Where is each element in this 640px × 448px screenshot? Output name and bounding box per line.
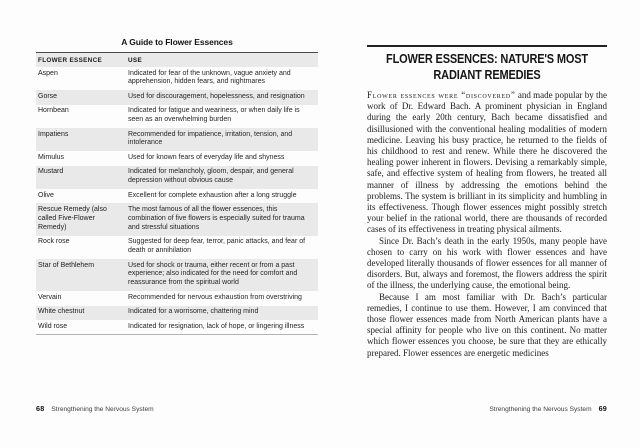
right-footer [489, 404, 607, 413]
essence-name-cell: Mustard [38, 168, 64, 176]
essence-name-cell: Aspen [38, 69, 58, 77]
section-rule [367, 45, 607, 47]
essence-use-cell: Used for known fears of everyday life and shyness [128, 153, 285, 161]
table-row [36, 67, 318, 90]
essence-table-header [36, 53, 318, 67]
table-row [36, 105, 318, 128]
essence-name-cell: Mimulus [38, 153, 65, 161]
table-row [36, 189, 318, 203]
table-row [36, 306, 318, 320]
table-row [36, 291, 318, 305]
table-row [36, 320, 318, 334]
heading-line-2: RADIANT REMEDIES [433, 67, 541, 82]
table-row [36, 90, 318, 104]
essence-table-body [36, 67, 318, 334]
header-cell-use: USE [128, 56, 142, 64]
essence-name-cell: Hornbean [38, 107, 69, 115]
essence-name-cell: White chestnut [38, 308, 85, 316]
paragraph: Flower essences were “discovered” and made popular by the work of Dr. Edward Bach. A prominent physician in England during the early 20th century, Bach became dissatisfied and disillusioned with the conventional healing modalities of modern medicine. Leaving his busy practice, he returned to the fields of his childhood to rest and renew. While there he discovered the healing power inherent in flowers. Devising a remarkably simple, safe, and effective system of healing from flowers, he treated all manner of illness by addressing the emotions behind the problems. The system is brilliant in its simplicity and humbling in its effectiveness. Though flower essences might possibly stretch your belief in the rational world, there are thousands of recorded cases of its effectiveness in treating physical ailments. [367, 90, 607, 235]
essence-name-cell: Impatiens [38, 130, 69, 138]
paragraph: Since Dr. Bach’s death in the early 1950s, many people have chosen to carry on his work with flower essences and have developed literally thousands of flower essences for all manner of disorders. But, always and foremost, the flowers address the spirit of the illness, the underlying cause, the emotional being. [367, 235, 607, 291]
essence-name-cell: Gorse [38, 92, 58, 100]
essence-use-cell: Excellent for complete exhaustion after a long struggle [128, 191, 297, 199]
right-page-number: 69 [598, 404, 607, 413]
table-row [36, 166, 318, 189]
table-row [36, 259, 318, 291]
essence-use-cell: Indicated for melancholy, gloom, despair, and general depression without obvious cause [128, 168, 294, 185]
heading-line-1: FLOWER ESSENCES: NATURE'S MOST [386, 52, 588, 66]
essence-name-cell: Star of Bethlehem [38, 261, 95, 269]
essence-name-cell: Vervain [38, 293, 62, 301]
table-row [36, 236, 318, 259]
essence-use-cell: Used for discouragement, hopelessness, and resignation [128, 92, 305, 100]
left-running-title: Strengthening the Nervous System [51, 406, 154, 413]
essence-use-cell: Indicated for resignation, lack of hope, or lingering illness [128, 322, 305, 330]
essence-name-cell: Rock rose [38, 238, 70, 246]
essence-use-cell: The most famous of all the flower essences, this combination of five flowers is especially suited for trauma and stressful situations [128, 205, 305, 231]
paragraph: Because I am most familiar with Dr. Bach’s particular remedies, I continue to use them. However, I am convinced that those flower essences made from North American plants have a special affinity for people who live on this continent. No matter which flower essences you choose, be sure that they are ethically prepared. Flower essences are energetic medicines [367, 291, 607, 358]
left-footer [36, 404, 154, 413]
left-page-number: 68 [36, 404, 45, 413]
essence-use-cell: Indicated for fear of the unknown, vague anxiety and apprehension, hidden fears, and nightmares [128, 69, 291, 86]
table-title: A Guide to Flower Essences [121, 37, 233, 47]
right-running-title: Strengthening the Nervous System [489, 406, 592, 413]
essence-use-cell: Indicated for a worrisome, chattering mind [128, 308, 259, 316]
essence-use-cell: Suggested for deep fear, terror, panic attacks, and fear of death or annihilation [128, 238, 306, 255]
table-row [36, 128, 318, 151]
essence-use-cell: Recommended for impatience, irritation, tension, and intolerance [128, 130, 293, 147]
small-caps-lead: Flower essences were “discovered” [367, 90, 516, 100]
body-paragraphs [367, 90, 607, 359]
essence-use-cell: Indicated for fatigue and weariness, or when daily life is seen as an overwhelming burden [128, 107, 300, 124]
table-row [36, 203, 318, 235]
essence-use-cell: Used for shock or trauma, either recent or from a past experience; also indicated for the need for comfort and reassurance from the spiritual world [128, 261, 298, 287]
essence-use-cell: Recommended for nervous exhaustion from overstriving [128, 293, 302, 301]
essence-table [36, 52, 318, 335]
essence-name-cell: Rescue Remedy (also called Five-Flower Remedy) [38, 205, 107, 231]
section-heading [353, 52, 621, 83]
table-row [36, 151, 318, 165]
right-page [320, 0, 640, 448]
essence-name-cell: Wild rose [38, 322, 68, 330]
essence-name-cell: Olive [38, 191, 54, 199]
header-cell-flower-essence: FLOWER ESSENCE [38, 56, 103, 64]
